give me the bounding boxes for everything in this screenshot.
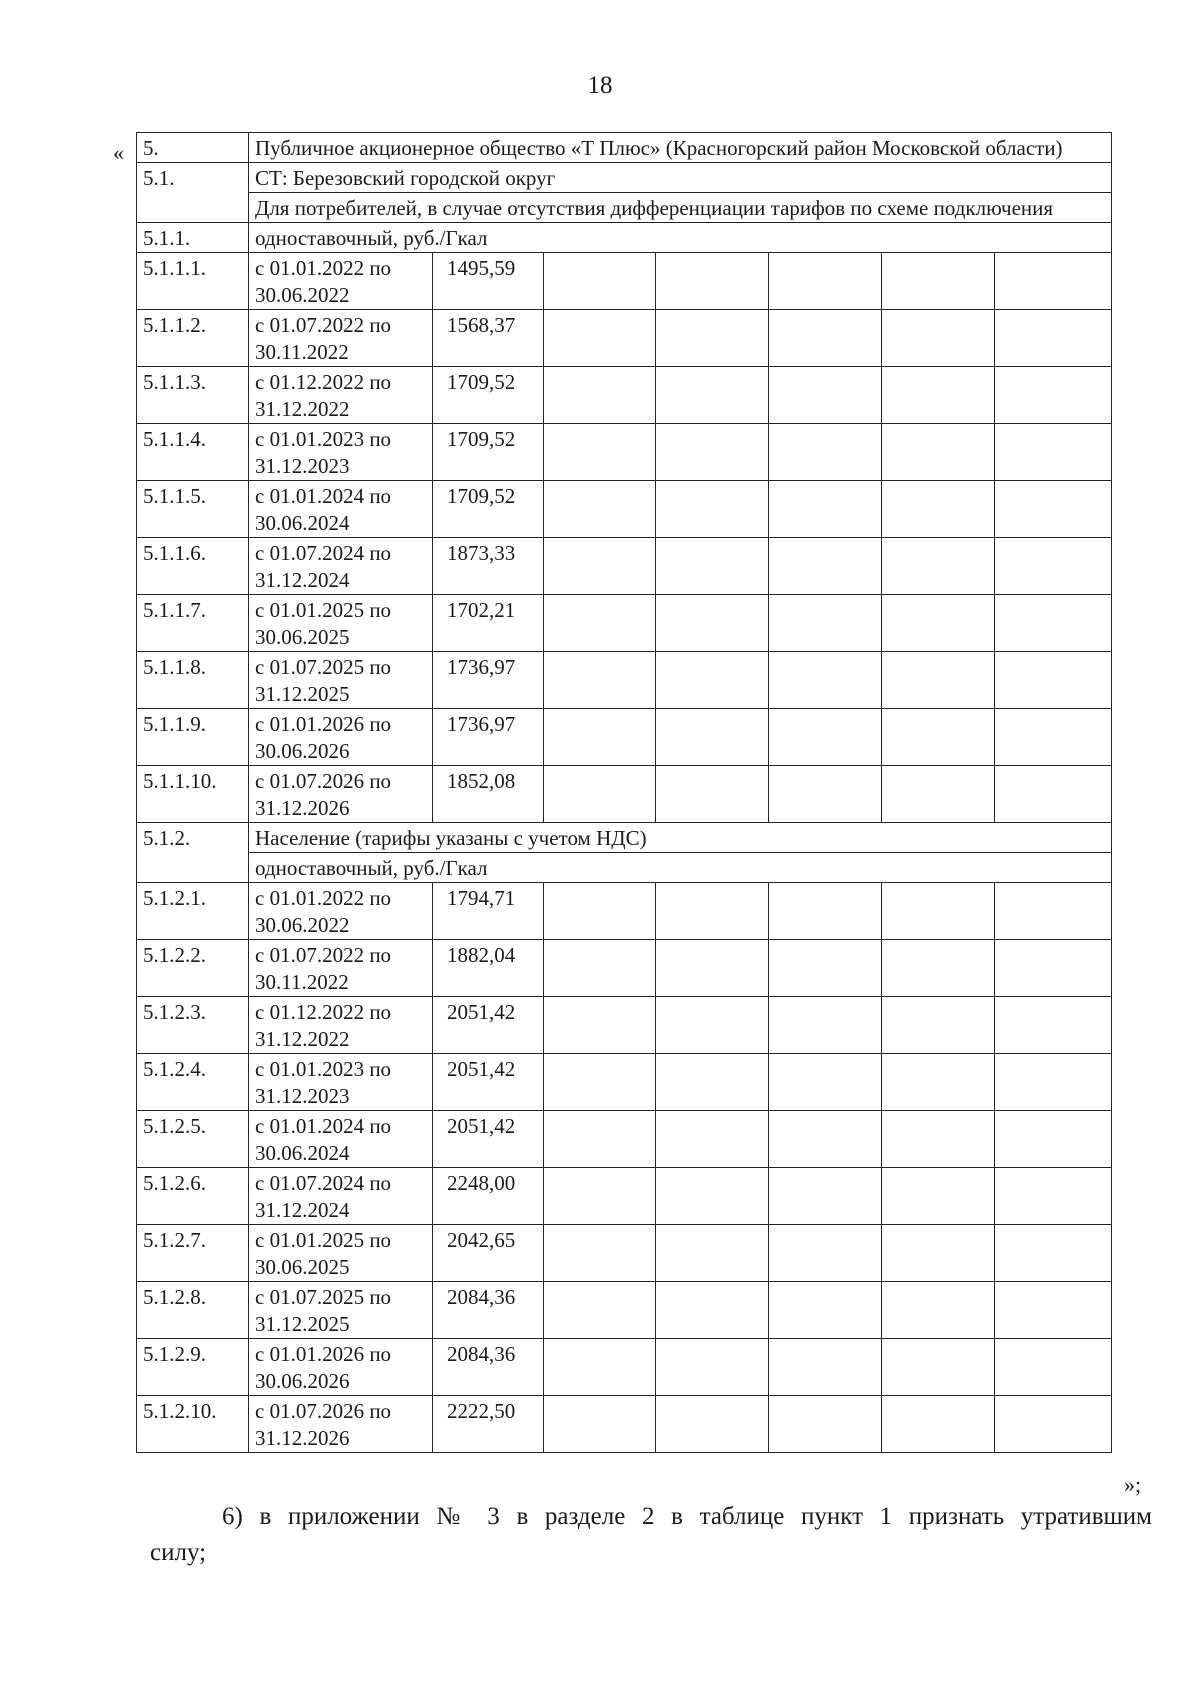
organization-name: Публичное акционерное общество «Т Плюс» (Красногорский район Московской области)	[249, 133, 1112, 163]
empty-cell	[656, 940, 769, 997]
empty-cell	[656, 1168, 769, 1225]
table-row-tariff-type	[137, 223, 1112, 253]
tariff-type: одноставочный, руб./Гкал	[249, 853, 1112, 883]
empty-cell	[995, 940, 1112, 997]
row-number: 5.1.1.6.	[137, 538, 249, 595]
empty-cell	[544, 367, 656, 424]
empty-cell	[656, 1282, 769, 1339]
empty-cell	[995, 424, 1112, 481]
empty-cell	[544, 595, 656, 652]
empty-cell	[544, 538, 656, 595]
empty-cell	[544, 1168, 656, 1225]
empty-cell	[769, 367, 882, 424]
empty-cell	[882, 652, 995, 709]
row-number: 5.1.2.10.	[137, 1396, 249, 1453]
empty-cell	[656, 883, 769, 940]
empty-cell	[769, 1054, 882, 1111]
row-number: 5.1.1.	[137, 223, 249, 253]
empty-cell	[656, 1111, 769, 1168]
tariff-value: 2051,42	[433, 1111, 544, 1168]
tariff-value: 1736,97	[433, 652, 544, 709]
table-row	[137, 481, 1112, 538]
empty-cell	[656, 253, 769, 310]
empty-cell	[882, 1054, 995, 1111]
empty-cell	[769, 1168, 882, 1225]
table-row	[137, 310, 1112, 367]
empty-cell	[882, 1111, 995, 1168]
empty-cell	[882, 1282, 995, 1339]
empty-cell	[656, 1396, 769, 1453]
empty-cell	[995, 652, 1112, 709]
row-number: 5.1.2.3.	[137, 997, 249, 1054]
empty-cell	[995, 766, 1112, 823]
tariff-value: 1882,04	[433, 940, 544, 997]
tariff-value: 2084,36	[433, 1339, 544, 1396]
empty-cell	[544, 253, 656, 310]
table-row	[137, 1111, 1112, 1168]
empty-cell	[656, 424, 769, 481]
period-cell: с 01.07.2026 по 31.12.2026	[249, 766, 433, 823]
table-row	[137, 538, 1112, 595]
table-row	[137, 652, 1112, 709]
empty-cell	[769, 481, 882, 538]
row-number: 5.1.2.2.	[137, 940, 249, 997]
period-cell: с 01.01.2022 по 30.06.2022	[249, 253, 433, 310]
empty-cell	[882, 1339, 995, 1396]
tariff-value: 2051,42	[433, 997, 544, 1054]
row-number: 5.1.1.1.	[137, 253, 249, 310]
empty-cell	[656, 1339, 769, 1396]
empty-cell	[995, 1168, 1112, 1225]
empty-cell	[544, 481, 656, 538]
empty-cell	[995, 1225, 1112, 1282]
empty-cell	[544, 997, 656, 1054]
empty-cell	[995, 1054, 1112, 1111]
period-cell: с 01.01.2023 по 31.12.2023	[249, 1054, 433, 1111]
empty-cell	[882, 424, 995, 481]
empty-cell	[544, 766, 656, 823]
empty-cell	[544, 652, 656, 709]
empty-cell	[656, 1225, 769, 1282]
empty-cell	[769, 652, 882, 709]
empty-cell	[769, 940, 882, 997]
empty-cell	[882, 310, 995, 367]
tariff-value: 1709,52	[433, 424, 544, 481]
row-number: 5.1.1.7.	[137, 595, 249, 652]
period-cell: с 01.01.2026 по 30.06.2026	[249, 709, 433, 766]
tariff-value: 2248,00	[433, 1168, 544, 1225]
tariff-value: 2084,36	[433, 1282, 544, 1339]
empty-cell	[995, 253, 1112, 310]
table-row	[137, 595, 1112, 652]
table-row	[137, 253, 1112, 310]
table-row	[137, 1282, 1112, 1339]
empty-cell	[882, 1225, 995, 1282]
empty-cell	[882, 481, 995, 538]
empty-cell	[882, 538, 995, 595]
empty-cell	[995, 538, 1112, 595]
period-cell: с 01.01.2024 по 30.06.2024	[249, 1111, 433, 1168]
period-cell: с 01.07.2024 по 31.12.2024	[249, 538, 433, 595]
empty-cell	[544, 1339, 656, 1396]
empty-cell	[544, 1111, 656, 1168]
table-row-territory	[137, 163, 1112, 193]
empty-cell	[882, 766, 995, 823]
period-cell: с 01.07.2024 по 31.12.2024	[249, 1168, 433, 1225]
empty-cell	[769, 1225, 882, 1282]
empty-cell	[769, 424, 882, 481]
tariff-value: 1709,52	[433, 481, 544, 538]
page-number: 18	[587, 72, 613, 99]
paragraph-line: 6) в приложении № 3 в разделе 2 в таблице пункт 1 признать утратившим	[222, 1503, 1152, 1530]
empty-cell	[656, 1054, 769, 1111]
row-number: 5.1.2.6.	[137, 1168, 249, 1225]
table-row	[137, 1168, 1112, 1225]
row-number: 5.1.1.10.	[137, 766, 249, 823]
empty-cell	[544, 940, 656, 997]
period-cell: с 01.01.2026 по 30.06.2026	[249, 1339, 433, 1396]
empty-cell	[769, 1396, 882, 1453]
tariff-value: 2042,65	[433, 1225, 544, 1282]
population-heading: Население (тарифы указаны с учетом НДС)	[249, 823, 1112, 853]
empty-cell	[544, 1396, 656, 1453]
empty-cell	[544, 424, 656, 481]
table-row	[137, 367, 1112, 424]
empty-cell	[995, 1282, 1112, 1339]
table-row	[137, 1225, 1112, 1282]
row-number: 5.1.1.2.	[137, 310, 249, 367]
empty-cell	[995, 595, 1112, 652]
empty-cell	[656, 997, 769, 1054]
tariff-value: 1736,97	[433, 709, 544, 766]
table-row-consumer-note	[137, 193, 1112, 223]
row-number: 5.1.2.9.	[137, 1339, 249, 1396]
table-row-tariff-type	[137, 853, 1112, 883]
tariff-value: 1568,37	[433, 310, 544, 367]
empty-cell	[769, 538, 882, 595]
row-number: 5.1.2.5.	[137, 1111, 249, 1168]
table-row	[137, 883, 1112, 940]
tariff-value: 2222,50	[433, 1396, 544, 1453]
empty-cell	[995, 883, 1112, 940]
row-number: 5.1.2.8.	[137, 1282, 249, 1339]
row-number: 5.1.2.1.	[137, 883, 249, 940]
empty-cell	[995, 481, 1112, 538]
tariff-type: одноставочный, руб./Гкал	[249, 223, 1112, 253]
table-row	[137, 940, 1112, 997]
empty-cell	[544, 883, 656, 940]
empty-cell	[882, 1396, 995, 1453]
empty-cell	[995, 709, 1112, 766]
row-number: 5.1.1.5.	[137, 481, 249, 538]
tariff-value: 1852,08	[433, 766, 544, 823]
empty-cell	[882, 709, 995, 766]
tariff-value: 2051,42	[433, 1054, 544, 1111]
territory-name: СТ: Березовский городской округ	[249, 163, 1112, 193]
empty-cell	[769, 709, 882, 766]
row-number: 5.1.1.9.	[137, 709, 249, 766]
empty-cell	[544, 709, 656, 766]
table-row	[137, 1339, 1112, 1396]
period-cell: с 01.12.2022 по 31.12.2022	[249, 367, 433, 424]
paragraph-line: силу;	[150, 1539, 207, 1566]
empty-cell	[544, 310, 656, 367]
tariff-table	[136, 132, 1112, 1453]
empty-cell	[995, 310, 1112, 367]
empty-cell	[656, 766, 769, 823]
row-number: 5.	[137, 133, 249, 163]
empty-cell	[769, 997, 882, 1054]
consumer-note: Для потребителей, в случае отсутствия дифференциации тарифов по схеме подключения	[249, 193, 1112, 223]
tariff-value: 1495,59	[433, 253, 544, 310]
period-cell: с 01.01.2022 по 30.06.2022	[249, 883, 433, 940]
tariff-value: 1709,52	[433, 367, 544, 424]
empty-cell	[544, 1225, 656, 1282]
empty-cell	[544, 1054, 656, 1111]
period-cell: с 01.12.2022 по 31.12.2022	[249, 997, 433, 1054]
empty-cell	[656, 310, 769, 367]
empty-cell	[882, 595, 995, 652]
empty-cell	[995, 367, 1112, 424]
opening-quote-mark: «	[113, 140, 124, 165]
table-row	[137, 709, 1112, 766]
period-cell: с 01.01.2023 по 31.12.2023	[249, 424, 433, 481]
table-row-org	[137, 133, 1112, 163]
period-cell: с 01.07.2022 по 30.11.2022	[249, 310, 433, 367]
row-number: 5.1.2.	[137, 823, 249, 883]
empty-cell	[882, 253, 995, 310]
tariff-value: 1873,33	[433, 538, 544, 595]
empty-cell	[995, 1396, 1112, 1453]
table-row	[137, 424, 1112, 481]
closing-quote-mark: »;	[1124, 1472, 1142, 1497]
period-cell: с 01.07.2022 по 30.11.2022	[249, 940, 433, 997]
empty-cell	[656, 538, 769, 595]
empty-cell	[995, 1339, 1112, 1396]
empty-cell	[882, 883, 995, 940]
row-number: 5.1.2.7.	[137, 1225, 249, 1282]
empty-cell	[882, 997, 995, 1054]
row-number: 5.1.	[137, 163, 249, 223]
row-number: 5.1.1.8.	[137, 652, 249, 709]
empty-cell	[995, 997, 1112, 1054]
period-cell: с 01.01.2025 по 30.06.2025	[249, 595, 433, 652]
empty-cell	[656, 367, 769, 424]
period-cell: с 01.07.2026 по 31.12.2026	[249, 1396, 433, 1453]
period-cell: с 01.01.2024 по 30.06.2024	[249, 481, 433, 538]
empty-cell	[769, 1339, 882, 1396]
empty-cell	[769, 1111, 882, 1168]
empty-cell	[769, 1282, 882, 1339]
empty-cell	[769, 310, 882, 367]
empty-cell	[656, 481, 769, 538]
empty-cell	[882, 940, 995, 997]
empty-cell	[769, 253, 882, 310]
table-row	[137, 1054, 1112, 1111]
row-number: 5.1.1.4.	[137, 424, 249, 481]
table-row	[137, 997, 1112, 1054]
empty-cell	[656, 652, 769, 709]
period-cell: с 01.07.2025 по 31.12.2025	[249, 652, 433, 709]
empty-cell	[769, 595, 882, 652]
empty-cell	[656, 595, 769, 652]
table-row	[137, 1396, 1112, 1453]
empty-cell	[769, 766, 882, 823]
empty-cell	[544, 1282, 656, 1339]
row-number: 5.1.2.4.	[137, 1054, 249, 1111]
empty-cell	[882, 367, 995, 424]
empty-cell	[769, 883, 882, 940]
period-cell: с 01.01.2025 по 30.06.2025	[249, 1225, 433, 1282]
empty-cell	[882, 1168, 995, 1225]
table-row	[137, 766, 1112, 823]
tariff-value: 1794,71	[433, 883, 544, 940]
row-number: 5.1.1.3.	[137, 367, 249, 424]
period-cell: с 01.07.2025 по 31.12.2025	[249, 1282, 433, 1339]
table-row-population	[137, 823, 1112, 853]
tariff-value: 1702,21	[433, 595, 544, 652]
empty-cell	[656, 709, 769, 766]
empty-cell	[995, 1111, 1112, 1168]
